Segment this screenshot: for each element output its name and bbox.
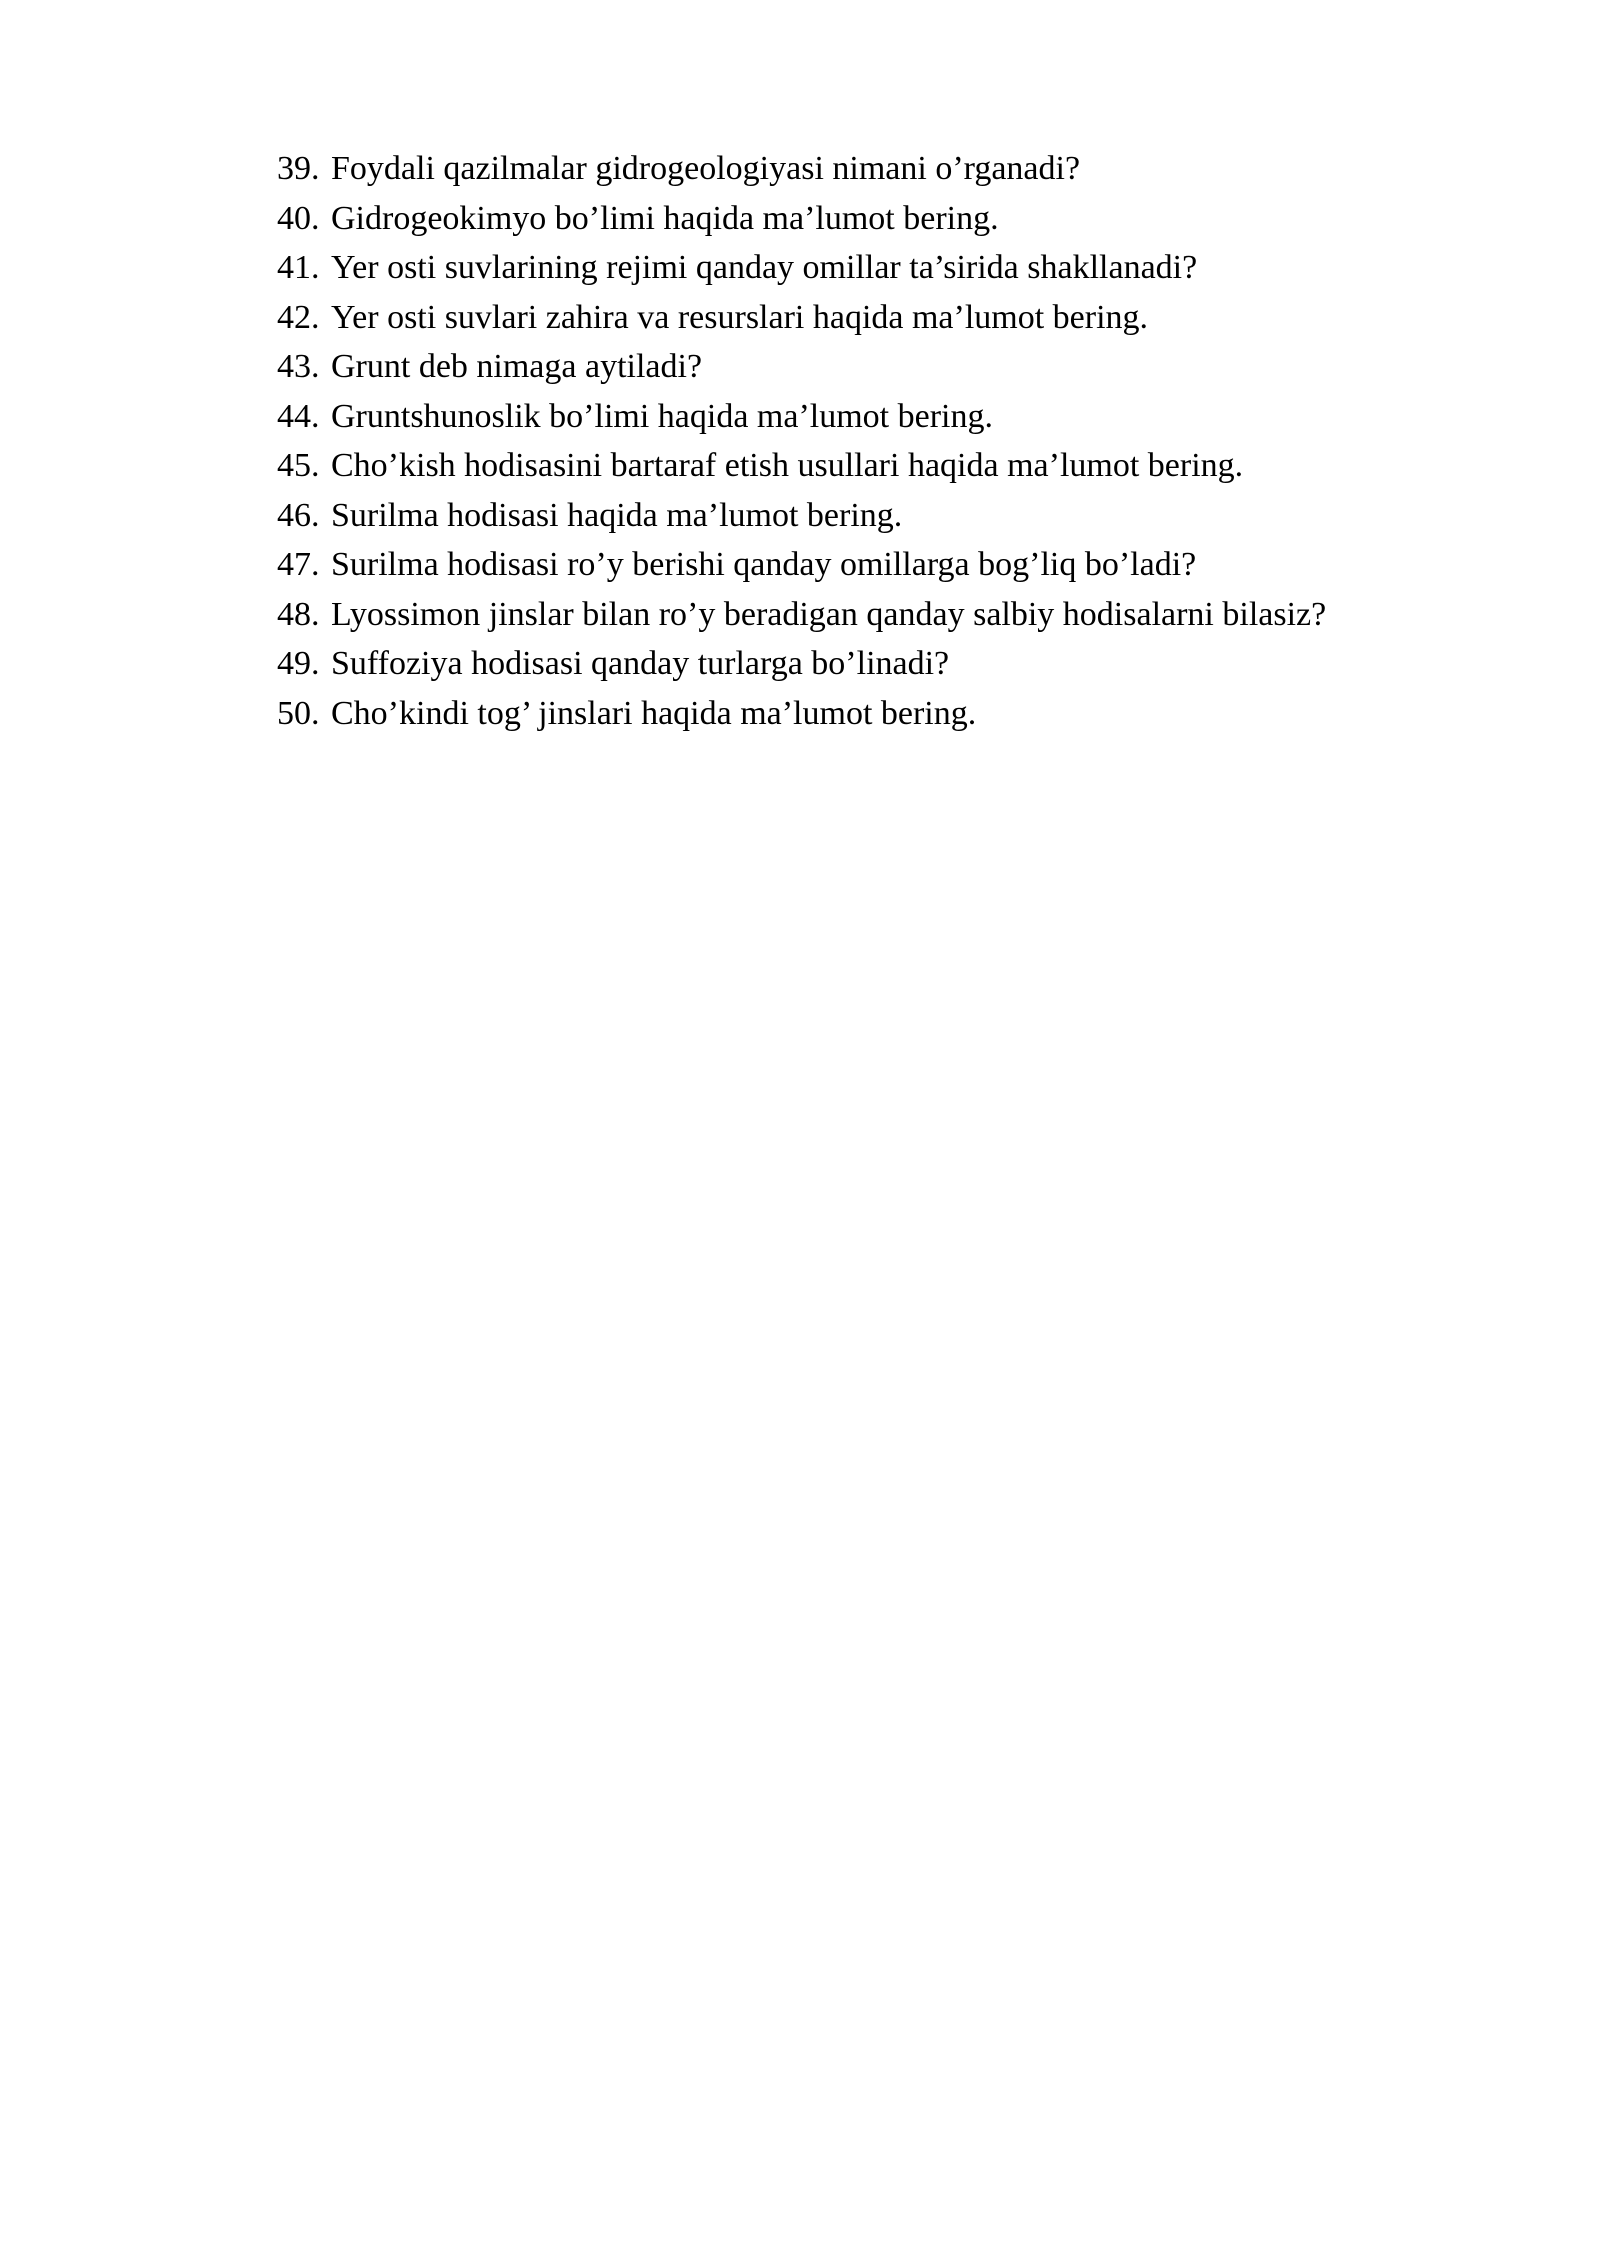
question-item — [0, 695, 1600, 745]
question-number: 44. — [277, 397, 320, 435]
question-number: 43. — [277, 348, 320, 385]
question-item — [0, 645, 1600, 695]
question-text: Grunt deb nimaga aytiladi? — [331, 348, 703, 385]
question-list — [0, 150, 1600, 744]
question-text: Yer osti suvlarining rejimi qanday omillar ta’sirida shakllanadi? — [331, 249, 1198, 286]
question-item — [0, 150, 1600, 200]
question-number: 42. — [277, 298, 320, 336]
question-number: 48. — [277, 595, 320, 633]
question-number: 49. — [277, 645, 320, 682]
question-number: 41. — [277, 249, 320, 286]
question-text: Cho’kindi tog’ jinslari haqida ma’lumot bering. — [331, 694, 977, 732]
question-number: 45. — [277, 447, 320, 484]
question-text: Yer osti suvlari zahira va resurslari haqida ma’lumot bering. — [331, 298, 1149, 336]
question-number: 40. — [277, 199, 320, 237]
question-item — [0, 249, 1600, 299]
question-number: 39. — [277, 150, 320, 187]
question-text: Foydali qazilmalar gidrogeologiyasi nimani o’rganadi? — [331, 150, 1081, 187]
question-item — [0, 348, 1600, 398]
question-number: 46. — [277, 496, 320, 534]
question-text: Surilma hodisasi haqida ma’lumot bering. — [331, 496, 903, 534]
question-number: 47. — [277, 546, 320, 583]
question-item — [0, 596, 1600, 646]
question-text: Gruntshunoslik bo’limi haqida ma’lumot bering. — [331, 397, 993, 435]
question-text: Suffoziya hodisasi qanday turlarga bo’linadi? — [331, 645, 950, 682]
question-item — [0, 497, 1600, 547]
question-item — [0, 447, 1600, 497]
question-text: Gidrogeokimyo bo’limi haqida ma’lumot bering. — [331, 199, 999, 237]
question-text: Surilma hodisasi ro’y berishi qanday omillarga bog’liq bo’ladi? — [331, 546, 1197, 583]
question-text: Lyossimon jinslar bilan ro’y beradigan qanday salbiy hodisalarni bilasiz? — [331, 595, 1327, 633]
question-item — [0, 200, 1600, 250]
question-number: 50. — [277, 694, 320, 732]
question-item — [0, 546, 1600, 596]
question-item — [0, 398, 1600, 448]
question-text: Cho’kish hodisasini bartaraf etish usullari haqida ma’lumot bering. — [331, 447, 1244, 484]
question-item — [0, 299, 1600, 349]
